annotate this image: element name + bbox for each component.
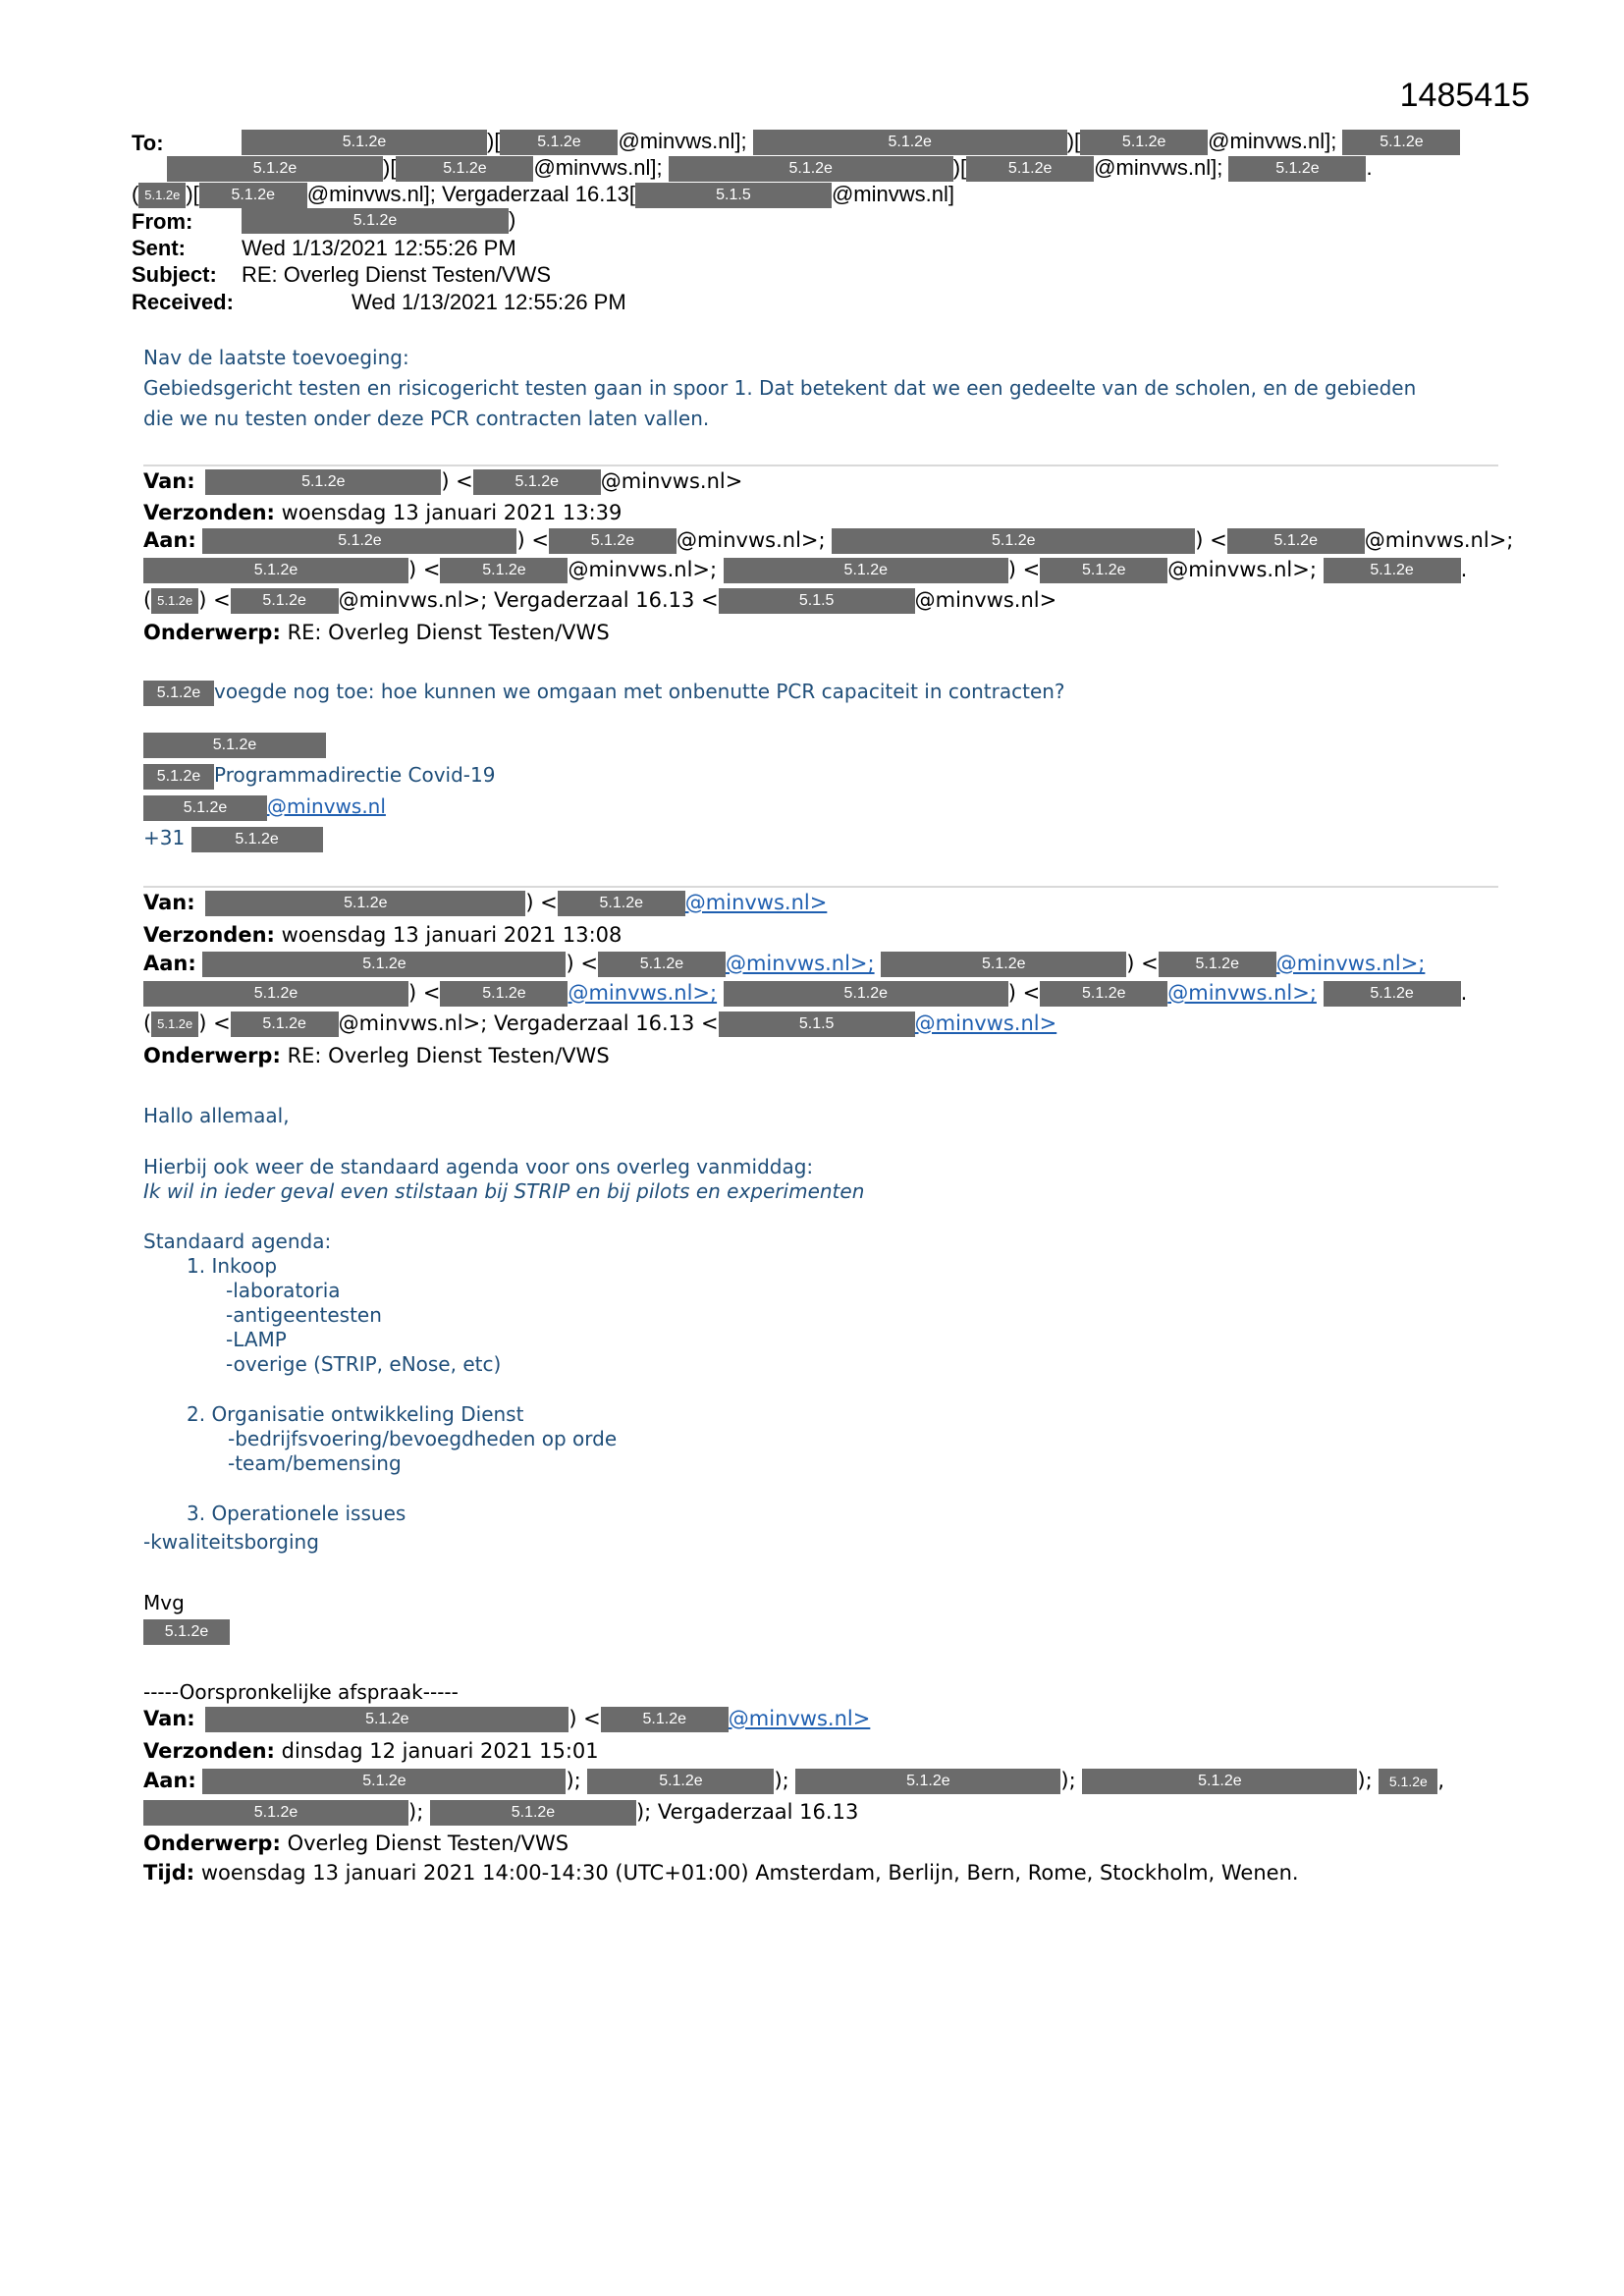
- agenda-item-1a: -laboratoria: [226, 1279, 341, 1302]
- redaction: 5.1.2e: [601, 1707, 729, 1732]
- redaction: 5.1.2e: [669, 156, 953, 182]
- separator: ) <: [566, 952, 598, 975]
- redaction: 5.1.2e: [724, 981, 1008, 1007]
- sig-phone: [143, 826, 323, 852]
- separator: ) <: [1126, 952, 1159, 975]
- msg1-aan-line-1: [143, 528, 1513, 554]
- redaction: 5.1.2e: [242, 208, 509, 234]
- separator: ) <: [1195, 528, 1227, 552]
- tijd-value: woensdag 13 januari 2021 14:00-14:30 (UTC+01:00) Amsterdam, Berlijn, Bern, Rome, Stockholm, Wenen.: [200, 1861, 1299, 1885]
- redaction: 5.1.2e: [202, 528, 516, 554]
- orig-verzonden-line: [143, 1739, 599, 1763]
- email-link[interactable]: @minvws.nl>;: [1275, 952, 1426, 975]
- redaction: 5.1.2e: [205, 1707, 568, 1732]
- redaction: 5.1.2e: [1324, 981, 1461, 1007]
- redaction: 5.1.2e: [440, 558, 568, 583]
- separator: ) <: [198, 1011, 231, 1035]
- orig-onderwerp-line: [143, 1831, 568, 1855]
- msg2-aan-line-2: 5.1.2e ) < 5.1.2e @minvws.nl>; 5.1.2e ) < 5.1.2e @minvws.nl>; 5.1.2e .: [143, 981, 1467, 1007]
- sent-line: [132, 236, 186, 261]
- separator: ) <: [408, 558, 441, 581]
- orig-aan-line-2: 5.1.2e ); 5.1.2e ); Vergaderzaal 16.13: [143, 1800, 858, 1826]
- separator: ) <: [525, 891, 558, 914]
- orig-tijd-line: [143, 1861, 1299, 1885]
- email-domain: @minvws.nl>;: [1167, 558, 1317, 581]
- redaction: 5.1.2e: [430, 1800, 636, 1826]
- van-label: Van:: [143, 469, 195, 493]
- agenda-item-2b: -team/bemensing: [228, 1451, 402, 1475]
- vergaderzaal-text: @minvws.nl>; Vergaderzaal 16.13 <: [338, 588, 719, 612]
- to-recipients-2: 5.1.2e )[ 5.1.2e @minvws.nl]; 5.1.2e )[ 5.1.2e @minvws.nl]; 5.1.2e .: [167, 155, 1373, 182]
- redaction: 5.1.2e: [795, 1769, 1060, 1794]
- onderwerp-value: Overleg Dienst Testen/VWS: [287, 1831, 569, 1855]
- separator: ) <: [516, 528, 549, 552]
- verzonden-label: Verzonden:: [143, 923, 275, 947]
- email-domain: @minvws.nl>: [914, 588, 1057, 612]
- msg1-body-text: voegde nog toe: hoe kunnen we omgaan met onbenutte PCR capaciteit in contracten?: [214, 680, 1065, 703]
- msg1-aan-line-2: 5.1.2e ) < 5.1.2e @minvws.nl>; 5.1.2e ) < 5.1.2e @minvws.nl>; 5.1.2e .: [143, 558, 1467, 583]
- redaction: 5.1.2e: [500, 130, 618, 155]
- msg2-greeting: Hallo allemaal,: [143, 1104, 290, 1127]
- msg1-van-line: [143, 469, 742, 495]
- redaction: 5.1.2e: [753, 130, 1067, 155]
- email-domain: @minvws.nl>;: [1364, 528, 1514, 552]
- subject-label: Subject:: [132, 262, 217, 287]
- redaction: 5.1.2e: [205, 891, 525, 916]
- subject-line: [132, 262, 217, 288]
- separator: ) <: [1007, 981, 1041, 1005]
- intro-line-3: die we nu testen onder deze PCR contracten laten vallen.: [143, 407, 710, 430]
- from-line: [132, 209, 192, 235]
- redaction: 5.1.2e: [143, 681, 214, 706]
- divider: [143, 886, 1498, 888]
- van-label: Van:: [143, 891, 195, 914]
- separator: ) <: [408, 981, 441, 1005]
- redaction: 5.1.2e: [1040, 558, 1167, 583]
- email-domain: @minvws.nl];: [533, 155, 663, 180]
- agenda-item-3: 3. Operationele issues: [187, 1502, 406, 1525]
- redaction: 5.1.2e: [1082, 1769, 1357, 1794]
- onderwerp-label: Onderwerp:: [143, 621, 281, 644]
- document-id: 1485415: [1399, 77, 1530, 114]
- email-domain: @minvws.nl];: [1208, 129, 1337, 153]
- agenda-item-1b: -antigeentesten: [226, 1303, 382, 1327]
- verzonden-value: woensdag 13 januari 2021 13:39: [281, 501, 623, 524]
- redaction: 5.1.2e: [473, 469, 601, 495]
- agenda-item-2: 2. Organisatie ontwikkeling Dienst: [187, 1402, 524, 1426]
- redaction: 5.1.2e: [881, 952, 1126, 977]
- to-recipients-3: ( 5.1.2e )[ 5.1.2e @minvws.nl]; Vergaderzaal 16.13[ 5.1.5 @minvws.nl]: [132, 182, 954, 208]
- redaction: 5.1.2e: [1379, 1769, 1437, 1794]
- email-link[interactable]: @minvws.nl>;: [568, 981, 718, 1005]
- redaction: 5.1.2e: [143, 1619, 230, 1645]
- verzonden-value: woensdag 13 januari 2021 13:08: [281, 923, 623, 947]
- verzonden-label: Verzonden:: [143, 1739, 275, 1763]
- sig-dept-text: Programmadirectie Covid-19: [214, 763, 496, 787]
- redaction: 5.1.2e: [1040, 981, 1167, 1007]
- redaction: 5.1.2e: [205, 469, 441, 495]
- sig-dept: [143, 763, 495, 790]
- email-link[interactable]: @minvws.nl>: [684, 891, 828, 914]
- separator: ) <: [441, 469, 473, 493]
- redaction: 5.1.2e: [191, 827, 323, 852]
- redaction: 5.1.2e: [598, 952, 726, 977]
- redaction: 5.1.5: [719, 1011, 915, 1037]
- agenda-title: Standaard agenda:: [143, 1230, 332, 1253]
- email-domain: @minvws.nl]: [831, 182, 954, 206]
- msg2-verzonden-line: [143, 923, 622, 947]
- redaction: 5.1.2e: [231, 1011, 339, 1037]
- email-domain: @minvws.nl>;: [568, 558, 718, 581]
- agenda-item-1: 1. Inkoop: [187, 1254, 278, 1278]
- msg1-verzonden-line: [143, 501, 622, 524]
- redaction: 5.1.2e: [1228, 156, 1366, 182]
- email-domain: @minvws.nl>: [600, 469, 743, 493]
- redaction: 5.1.2e: [143, 558, 408, 583]
- email-domain: @minvws.nl>;: [676, 528, 826, 552]
- redaction: 5.1.2e: [1080, 130, 1208, 155]
- aan-label: Aan:: [143, 952, 196, 975]
- redaction: 5.1.2e: [440, 981, 568, 1007]
- to-line-1: [132, 131, 164, 156]
- redaction: 5.1.2e: [231, 588, 339, 614]
- redaction: 5.1.2e: [138, 183, 186, 208]
- redaction: 5.1.2e: [143, 764, 214, 790]
- sent-label: Sent:: [132, 236, 186, 260]
- agenda-item-2a: -bedrijfsvoering/bevoegdheden op orde: [228, 1427, 618, 1450]
- redaction: 5.1.2e: [151, 1011, 198, 1037]
- sent-value: Wed 1/13/2021 12:55:26 PM: [242, 236, 516, 260]
- sig-email-link[interactable]: @minvws.nl: [267, 794, 386, 818]
- onderwerp-value: RE: Overleg Dienst Testen/VWS: [287, 621, 610, 644]
- verzonden-value: dinsdag 12 januari 2021 15:01: [281, 1739, 599, 1763]
- vergaderzaal-text: ); Vergaderzaal 16.13: [635, 1800, 859, 1824]
- msg2-aan-line-1: [143, 952, 1425, 977]
- redaction: 5.1.2e: [724, 558, 1008, 583]
- redaction: 5.1.2e: [832, 528, 1195, 554]
- separator: ) <: [568, 1707, 601, 1730]
- redaction: 5.1.2e: [199, 183, 307, 208]
- orig-title: -----Oorspronkelijke afspraak-----: [143, 1680, 459, 1704]
- to-label: To:: [132, 131, 164, 155]
- redaction: 5.1.2e: [1227, 528, 1365, 554]
- redaction: 5.1.2e: [396, 156, 533, 182]
- redaction: 5.1.2e: [167, 156, 383, 182]
- to-recipients-1: 5.1.2e )[ 5.1.2e @minvws.nl]; 5.1.2e )[ 5.1.2e @minvws.nl]; 5.1.2e: [242, 129, 1460, 155]
- redaction: 5.1.2e: [558, 891, 685, 916]
- van-label: Van:: [143, 1707, 195, 1730]
- from-value: 5.1.2e ): [242, 207, 515, 234]
- sig-phone-prefix: +31: [143, 826, 186, 849]
- divider: [143, 465, 1498, 466]
- email-domain: @minvws.nl];: [1094, 155, 1223, 180]
- msg2-onderwerp-line: [143, 1044, 610, 1067]
- vergaderzaal-text: @minvws.nl>; Vergaderzaal 16.13 <: [338, 1011, 719, 1035]
- redaction: 5.1.2e: [143, 1800, 408, 1826]
- redaction: 5.1.2e: [202, 952, 566, 977]
- tijd-label: Tijd:: [143, 1861, 195, 1885]
- redaction: 5.1.2e: [1342, 130, 1460, 155]
- separator: ) <: [1007, 558, 1041, 581]
- redaction: 5.1.2e: [151, 588, 198, 614]
- msg2-van-line: [143, 891, 827, 916]
- vergaderzaal-text: @minvws.nl]; Vergaderzaal 16.13[: [306, 182, 635, 206]
- sig-email: [143, 794, 386, 821]
- orig-aan-line-1: Aan: 5.1.2e ); 5.1.2e ); 5.1.2e ); 5.1.2e ); 5.1.2e ,: [143, 1769, 1445, 1792]
- redaction: 5.1.2e: [587, 1769, 774, 1794]
- received-line: [132, 290, 234, 315]
- msg1-onderwerp-line: [143, 621, 610, 644]
- redaction: 5.1.2e: [202, 1769, 566, 1794]
- from-label: From:: [132, 209, 193, 234]
- orig-van-line: [143, 1707, 870, 1732]
- closing-name: [143, 1618, 230, 1645]
- redaction: 5.1.2e: [143, 795, 267, 821]
- subject-value: RE: Overleg Dienst Testen/VWS: [242, 262, 552, 287]
- agenda-item-1d: -overige (STRIP, eNose, etc): [226, 1352, 502, 1376]
- email-link[interactable]: @minvws.nl>;: [1167, 981, 1317, 1005]
- redaction: 5.1.2e: [1159, 952, 1276, 977]
- email-link[interactable]: @minvws.nl>;: [725, 952, 875, 975]
- msg2-aan-line-3: ( 5.1.2e ) < 5.1.2e @minvws.nl>; Vergaderzaal 16.13 < 5.1.5 @minvws.nl>: [143, 1011, 1057, 1035]
- redaction: 5.1.5: [635, 183, 832, 208]
- verzonden-label: Verzonden:: [143, 501, 275, 524]
- msg1-aan-line-3: ( 5.1.2e ) < 5.1.2e @minvws.nl>; Vergaderzaal 16.13 < 5.1.5 @minvws.nl>: [143, 588, 1057, 612]
- redaction: 5.1.2e: [143, 981, 408, 1007]
- onderwerp-label: Onderwerp:: [143, 1831, 281, 1855]
- redaction: 5.1.2e: [143, 733, 326, 758]
- redaction: 5.1.2e: [549, 528, 677, 554]
- msg2-paragraph-2: Ik wil in ieder geval even stilstaan bij STRIP en bij pilots en experimenten: [143, 1179, 865, 1203]
- msg1-body: [143, 680, 1065, 706]
- email-link[interactable]: @minvws.nl>: [728, 1707, 871, 1730]
- email-domain: @minvws.nl];: [618, 129, 747, 153]
- received-label: Received:: [132, 290, 234, 314]
- separator: ) <: [198, 588, 231, 612]
- sig-name: [143, 732, 326, 758]
- closing: Mvg: [143, 1591, 185, 1614]
- aan-label: Aan:: [143, 528, 196, 552]
- redaction: 5.1.5: [719, 588, 915, 614]
- email-link[interactable]: @minvws.nl>: [914, 1011, 1057, 1035]
- agenda-item-1c: -LAMP: [226, 1328, 287, 1351]
- intro-line-2: Gebiedsgericht testen en risicogericht testen gaan in spoor 1. Dat betekent dat we een gedeelte van de scholen, en de gebieden: [143, 376, 1417, 400]
- aan-label: Aan:: [143, 1769, 196, 1792]
- onderwerp-value: RE: Overleg Dienst Testen/VWS: [287, 1044, 610, 1067]
- received-value: Wed 1/13/2021 12:55:26 PM: [352, 290, 626, 314]
- msg2-paragraph-1: Hierbij ook weer de standaard agenda voor ons overleg vanmiddag:: [143, 1155, 814, 1178]
- redaction: 5.1.2e: [966, 156, 1094, 182]
- onderwerp-label: Onderwerp:: [143, 1044, 281, 1067]
- redaction: 5.1.2e: [242, 130, 487, 155]
- redaction: 5.1.2e: [1324, 558, 1461, 583]
- agenda-item-3a: -kwaliteitsborging: [143, 1530, 319, 1554]
- intro-line-1: Nav de laatste toevoeging:: [143, 346, 409, 369]
